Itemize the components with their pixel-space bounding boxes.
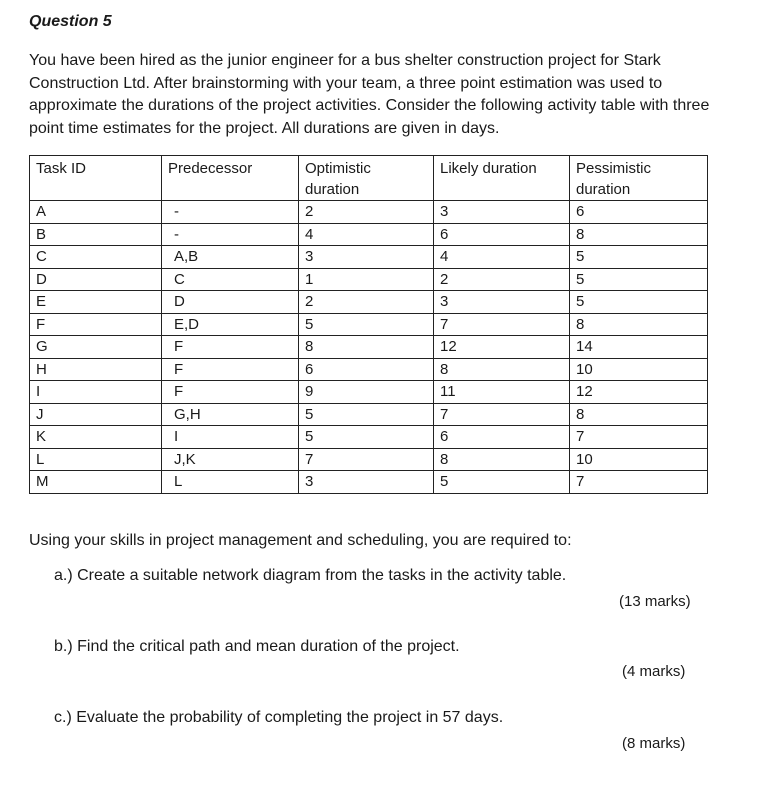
table-row: [30, 336, 708, 359]
cell-likely: 8: [434, 448, 570, 471]
cell-predecessor: F: [162, 381, 299, 404]
table-row: [30, 201, 708, 224]
cell-task-id: L: [30, 448, 162, 471]
cell-task-id: C: [30, 246, 162, 269]
cell-optimistic: 1: [299, 268, 434, 291]
cell-task-id: I: [30, 381, 162, 404]
cell-pessimistic: 5: [570, 291, 708, 314]
cell-optimistic: 3: [299, 246, 434, 269]
cell-optimistic: 3: [299, 471, 434, 494]
table-row: [30, 291, 708, 314]
cell-predecessor: G,H: [162, 403, 299, 426]
cell-predecessor: D: [162, 291, 299, 314]
cell-optimistic: 5: [299, 403, 434, 426]
cell-pessimistic: 5: [570, 246, 708, 269]
part-c-marks: (8 marks): [622, 735, 686, 752]
cell-pessimistic: 14: [570, 336, 708, 359]
cell-optimistic: 5: [299, 313, 434, 336]
cell-optimistic: 7: [299, 448, 434, 471]
table-row: [30, 426, 708, 449]
header-pessimistic: Pessimistic duration: [570, 156, 708, 201]
cell-optimistic: 2: [299, 291, 434, 314]
table-row: [30, 246, 708, 269]
cell-likely: 7: [434, 313, 570, 336]
cell-likely: 5: [434, 471, 570, 494]
cell-pessimistic: 7: [570, 426, 708, 449]
cell-likely: 7: [434, 403, 570, 426]
cell-task-id: B: [30, 223, 162, 246]
cell-predecessor: A,B: [162, 246, 299, 269]
cell-likely: 8: [434, 358, 570, 381]
part-b-text: b.) Find the critical path and mean duration of the project.: [54, 638, 460, 655]
header-predecessor: Predecessor: [162, 156, 299, 201]
table-body: [30, 201, 708, 494]
part-a-text: a.) Create a suitable network diagram from the tasks in the activity table.: [54, 567, 567, 584]
cell-optimistic: 8: [299, 336, 434, 359]
cell-task-id: M: [30, 471, 162, 494]
part-c-text: c.) Evaluate the probability of completing the project in 57 days.: [54, 709, 504, 726]
cell-predecessor: I: [162, 426, 299, 449]
cell-likely: 11: [434, 381, 570, 404]
cell-likely: 4: [434, 246, 570, 269]
cell-task-id: J: [30, 403, 162, 426]
cell-optimistic: 4: [299, 223, 434, 246]
cell-likely: 6: [434, 426, 570, 449]
cell-task-id: E: [30, 291, 162, 314]
cell-task-id: G: [30, 336, 162, 359]
header-likely: Likely duration: [434, 156, 570, 201]
cell-task-id: K: [30, 426, 162, 449]
header-optimistic: Optimistic duration: [299, 156, 434, 201]
cell-optimistic: 6: [299, 358, 434, 381]
cell-pessimistic: 6: [570, 201, 708, 224]
header-task-id: Task ID: [30, 156, 162, 201]
activity-table: [29, 155, 708, 494]
cell-task-id: F: [30, 313, 162, 336]
table-row: [30, 471, 708, 494]
cell-likely: 3: [434, 291, 570, 314]
cell-pessimistic: 8: [570, 313, 708, 336]
cell-pessimistic: 10: [570, 358, 708, 381]
instructions-text: Using your skills in project management and scheduling, you are required to:: [29, 532, 572, 549]
table-row: [30, 313, 708, 336]
cell-predecessor: C: [162, 268, 299, 291]
cell-predecessor: -: [162, 201, 299, 224]
cell-predecessor: J,K: [162, 448, 299, 471]
cell-task-id: D: [30, 268, 162, 291]
cell-pessimistic: 10: [570, 448, 708, 471]
cell-predecessor: L: [162, 471, 299, 494]
table-header-row: [30, 156, 708, 201]
cell-pessimistic: 12: [570, 381, 708, 404]
cell-pessimistic: 8: [570, 223, 708, 246]
cell-predecessor: -: [162, 223, 299, 246]
part-a-marks: (13 marks): [619, 593, 691, 610]
cell-predecessor: E,D: [162, 313, 299, 336]
table-row: [30, 403, 708, 426]
question-title: Question 5: [29, 13, 112, 30]
cell-task-id: H: [30, 358, 162, 381]
table-row: [30, 448, 708, 471]
table-header: [30, 156, 708, 201]
table-row: [30, 358, 708, 381]
cell-pessimistic: 5: [570, 268, 708, 291]
cell-predecessor: F: [162, 336, 299, 359]
cell-optimistic: 5: [299, 426, 434, 449]
table-row: [30, 268, 708, 291]
cell-predecessor: F: [162, 358, 299, 381]
part-b-marks: (4 marks): [622, 663, 686, 680]
cell-likely: 12: [434, 336, 570, 359]
cell-likely: 3: [434, 201, 570, 224]
cell-optimistic: 2: [299, 201, 434, 224]
cell-pessimistic: 8: [570, 403, 708, 426]
table-row: [30, 223, 708, 246]
cell-likely: 6: [434, 223, 570, 246]
table-row: [30, 381, 708, 404]
cell-task-id: A: [30, 201, 162, 224]
cell-pessimistic: 7: [570, 471, 708, 494]
cell-likely: 2: [434, 268, 570, 291]
intro-paragraph: You have been hired as the junior engineer for a bus shelter construction project for Stark Construction Ltd. After brainstorming with your team, a three point estimation was used to approximate the durations of the project activities. Consider the following activity table with three point time estimates for the project. All durations are given in days.: [29, 52, 710, 137]
cell-optimistic: 9: [299, 381, 434, 404]
